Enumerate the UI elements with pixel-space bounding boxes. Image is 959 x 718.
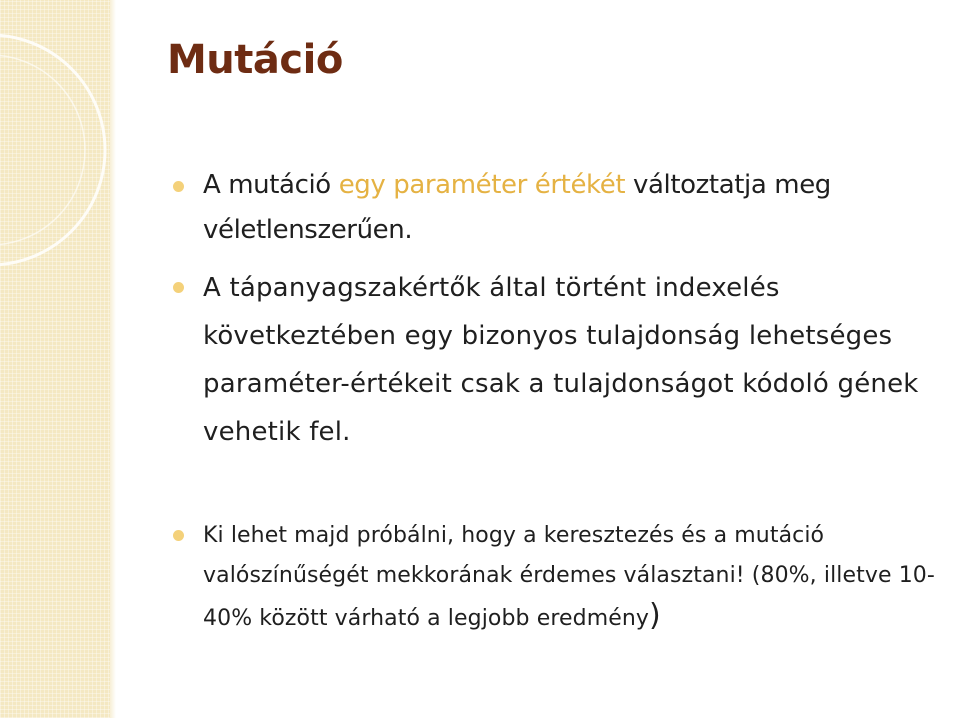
bullet-text bbox=[203, 163, 943, 253]
bullet-dot-icon bbox=[173, 530, 184, 541]
bullet-text bbox=[203, 516, 943, 639]
bullet-text: A tápanyagszakértők által történt indexelés következtében egy bizonyos tulajdonság lehetséges paraméter-értékeit csak a tulajdonságot kódoló gének vehetik fel. bbox=[203, 273, 919, 447]
bullet-text-body: Ki lehet majd próbálni, hogy a keresztezés és a mutáció valószínűségét mekkorának érdemes választani! (80%, illetve 10-40% között várható a legjobb eredmény bbox=[203, 523, 935, 631]
slide-title: Mutáció bbox=[167, 37, 343, 83]
decorative-circle-ornament bbox=[0, 0, 160, 300]
closing-parenthesis: ) bbox=[649, 598, 661, 633]
bullet-dot-icon bbox=[173, 282, 184, 293]
bullet-dot-icon bbox=[173, 181, 184, 192]
highlighted-phrase: egy paraméter értékét bbox=[338, 170, 626, 200]
bullet-text-tail: változtatja meg véletlenszerűen. bbox=[203, 170, 831, 245]
bullet-text-lead: A mutáció bbox=[203, 170, 339, 200]
